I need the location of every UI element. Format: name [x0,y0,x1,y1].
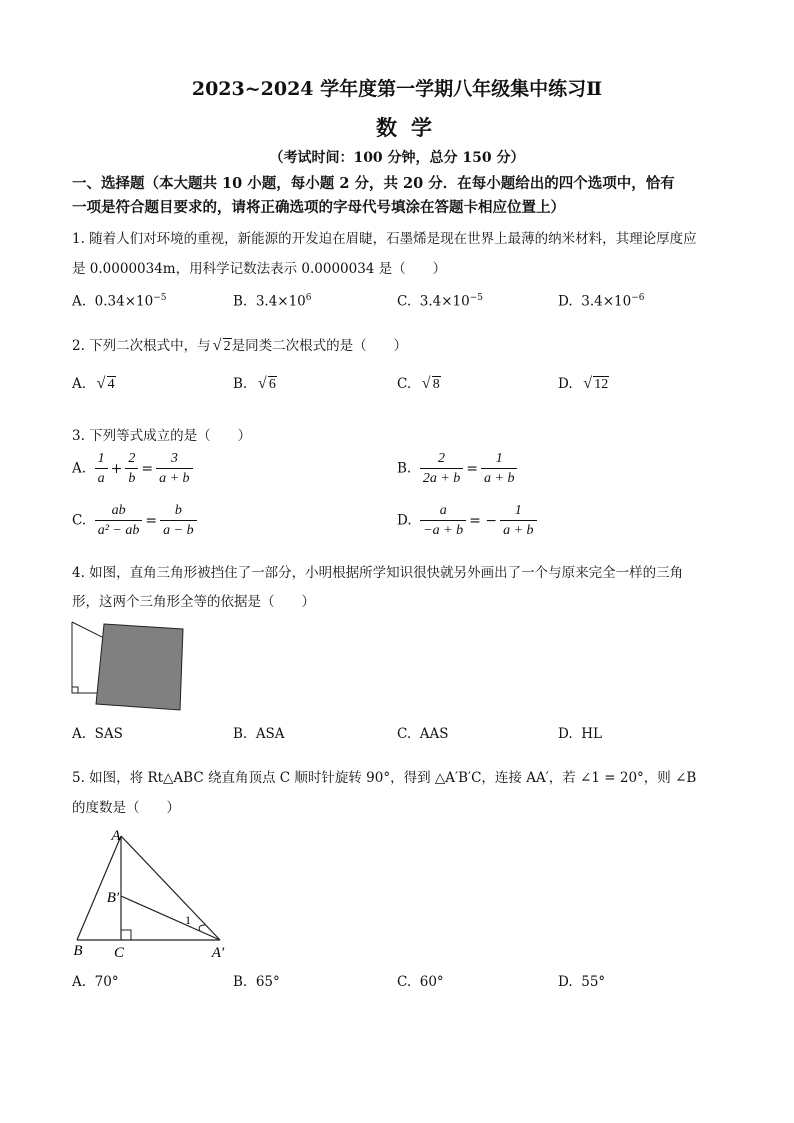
section-heading-line2: 一项是符合题目要求的，请将正确选项的字母代号填涂在答题卡相应位置上） [72,199,565,216]
q5-segment-B-primeA-prime [121,896,220,940]
q4-right-angle-mark [72,687,78,693]
q4-stem-line1: 4. 如图，直角三角形被挡住了一部分，小明根据所学知识很快就另外画出了一个与原来完全一样的三角 [72,565,684,581]
q5-label-B: B [73,943,83,959]
q3-option-c[interactable]: C. $\frac{ab}{\text{a² − ab}}$ = $\frac{b}{a - b}$ [72,502,197,539]
q4-stem-line2: 形，这两个三角形全等的依据是（ ） [72,594,315,610]
exam-title: 2023~2024 学年度第一学期八年级集中练习Ⅱ [191,78,603,100]
q1-stem-line1: 1. 随着人们对环境的重视，新能源的开发迫在眉睫，石墨烯是现在世界上最薄的纳米材料，其理论厚度应 [72,231,697,247]
q3-option-a[interactable]: A. $\frac{1}{a}$ + $\frac{2}{b}$ = $\frac{3}{a + b}$ [72,450,193,487]
q5-angle-1-arc [199,925,205,931]
q4-option-c[interactable]: C. AAS [397,726,449,742]
q2-stem-radical: √ 2 [212,337,231,354]
q1-option-d[interactable]: D. $3.4\times 10^{-6}$ [558,293,645,310]
section-heading-line1: 一、选择题（本大题共 10 小题，每小题 2 分，共 20 分．在每小题给出的四个选项中，恰有 [72,175,675,192]
q1-option-a[interactable]: A. $0.34\times 10^{-5}$ [72,293,167,310]
q4-covered-triangle-figure [68,618,188,713]
q5-stem-line2: 的度数是（ ） [72,800,180,816]
q4-option-d[interactable]: D. HL [558,726,602,742]
q1-option-c[interactable]: C. $3.4\times 10^{-5}$ [397,293,483,310]
q5-right-angle-mark [121,930,131,940]
q5-label-C: C [113,945,125,961]
q5-stem-line1: 5. 如图，将 Rt△ABC 绕直角顶点 C 顺时针旋转 90°，得到 △A′B′C，连接 AA′，若 ∠1 = 20°，则 ∠B [72,770,697,786]
q5-option-a[interactable]: A. 70° [72,974,119,990]
q3-option-d[interactable]: D. $\frac{a}{-a + b}$ = − $\frac{1}{a + b}$ [397,502,537,539]
q5-segment-AB [77,836,121,940]
q4-option-a[interactable]: A. SAS [72,726,123,742]
q1-stem-line2: 是 0.0000034m，用科学记数法表示 0.0000034 是（ ） [72,261,447,277]
q5-segment-AA-prime [121,836,220,940]
q5-option-c[interactable]: C. 60° [397,974,444,990]
q5-label-B-prime: B′ [106,890,120,906]
q2-option-a[interactable]: A. √ 4 [72,375,115,392]
q2-stem: 2. 下列二次根式中，与 √ 2是同类二次根式的是（ ） [72,337,408,354]
subject-title: 数学 [376,115,446,140]
q5-label-A-prime: A′ [211,945,225,961]
q5-label-angle-1: 1 [185,913,191,927]
q5-label-A: A [111,828,121,844]
exam-info: （考试时间：100 分钟，总分 150 分） [269,150,525,166]
q2-option-b[interactable]: B. √ 6 [233,375,276,392]
q4-cover-square [96,624,183,710]
q1-option-b[interactable]: B. $3.4\times 10^6$ [233,293,312,310]
q2-option-d[interactable]: D. √ 12 [558,375,609,392]
q5-rotation-figure [66,824,236,964]
q5-option-b[interactable]: B. 65° [233,974,280,990]
q2-option-c[interactable]: C. √ 8 [397,375,440,392]
q4-option-b[interactable]: B. ASA [233,726,285,742]
q5-option-d[interactable]: D. 55° [558,974,606,990]
q3-option-b[interactable]: B. $\frac{2}{2a + b}$ = $\frac{1}{a + b}$ [397,450,517,487]
q3-stem: 3. 下列等式成立的是（ ） [72,428,252,444]
